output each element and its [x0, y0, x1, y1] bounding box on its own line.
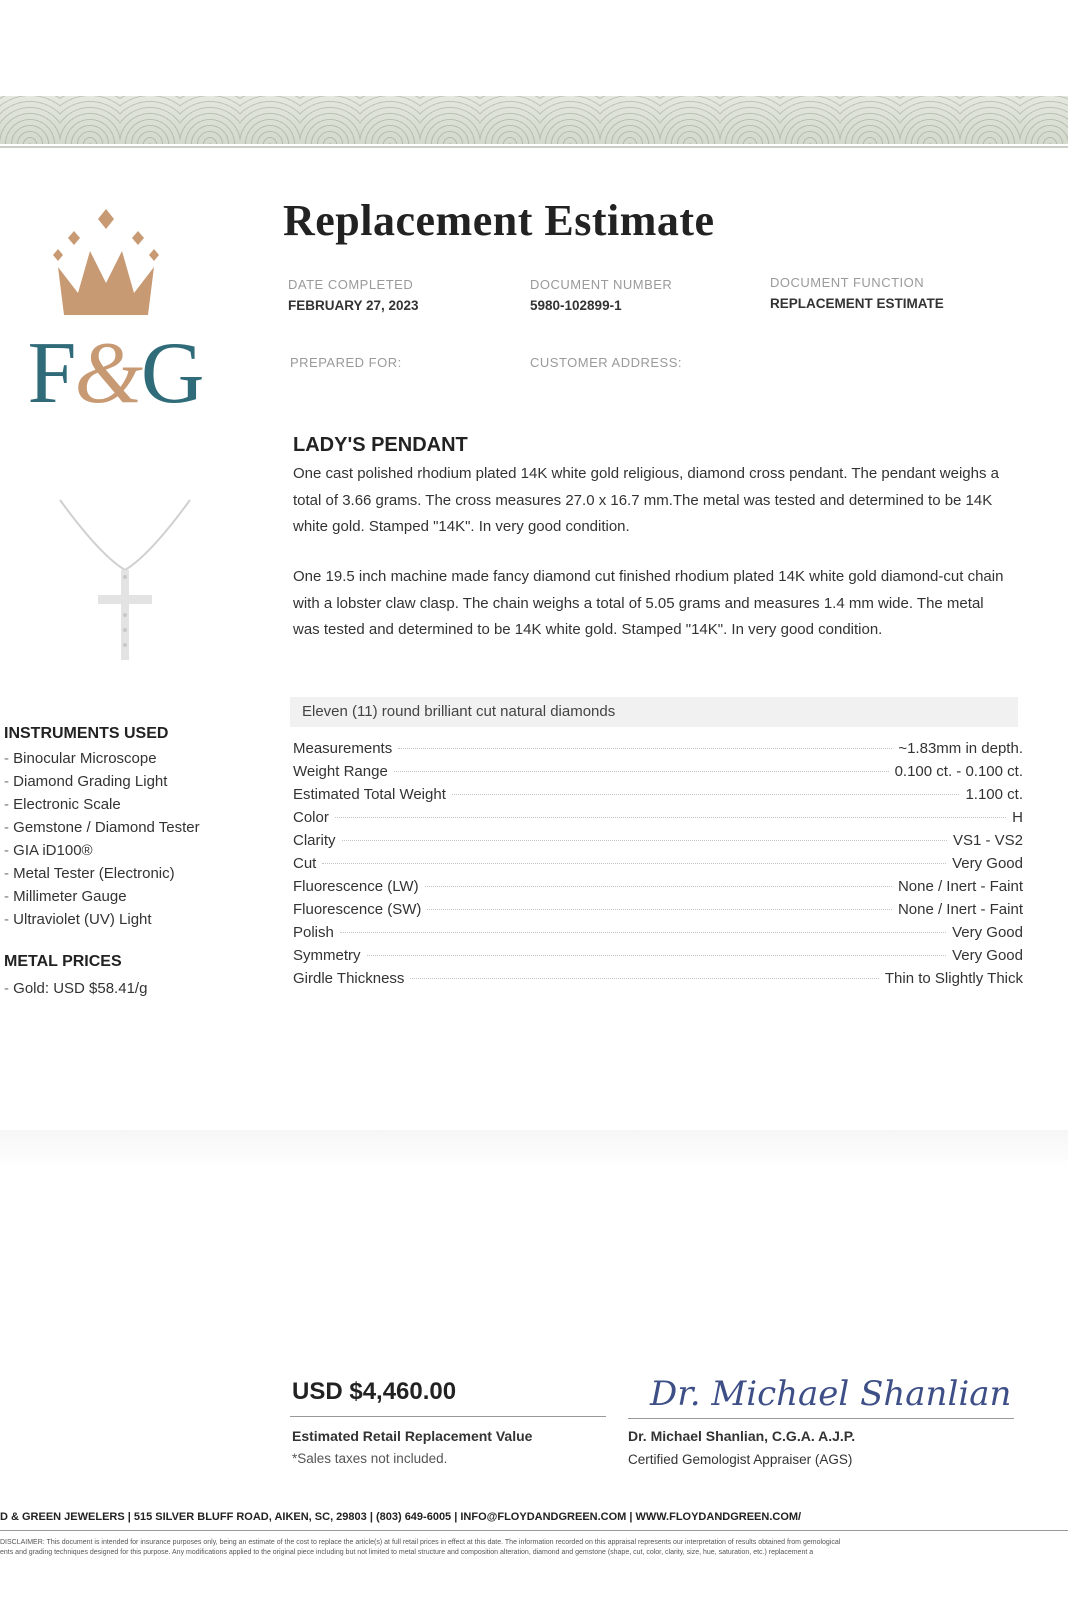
spec-key: Polish	[293, 924, 334, 941]
leader-dots	[410, 978, 878, 979]
spec-row	[293, 947, 1023, 970]
instrument-item: - Binocular Microscope	[4, 750, 200, 773]
spec-row	[293, 878, 1023, 901]
svg-text:Dr. Michael Shanlian: Dr. Michael Shanlian	[650, 1374, 1012, 1414]
item-description-chain: One 19.5 inch machine made fancy diamond cut finished rhodium plated 14K white gold diamond-cut chain with a lobster claw clasp. The chain weighs a total of 5.05 grams and measures 1.4 mm wide. The metal was tested and determined to be 14K white gold. Stamped "14K". In very good condition.	[293, 568, 1004, 638]
leader-dots	[340, 932, 946, 933]
crown-icon	[10, 205, 220, 325]
spec-value: ~1.83mm in depth.	[898, 740, 1023, 757]
appraiser-name: Dr. Michael Shanlian, C.G.A. A.J.P.	[628, 1428, 856, 1444]
instruments-title: INSTRUMENTS USED	[4, 725, 169, 742]
item-title: LADY'S PENDANT	[293, 434, 468, 456]
page-fold-shadow	[0, 1130, 1068, 1170]
customer-address: CUSTOMER ADDRESS:	[530, 355, 683, 370]
spec-value: None / Inert - Faint	[897, 878, 1023, 895]
leader-dots	[425, 886, 892, 887]
spec-row	[293, 924, 1023, 947]
prepared-for: PREPARED FOR:	[290, 355, 402, 370]
leader-dots	[427, 909, 892, 910]
leader-dots	[398, 748, 892, 749]
spec-row	[293, 763, 1023, 786]
spec-key: Clarity	[293, 832, 336, 849]
guilloche-border	[0, 96, 1068, 144]
metal-prices-list	[4, 980, 147, 1003]
spec-row	[293, 740, 1023, 763]
pendant-photo	[40, 495, 210, 665]
leader-dots	[342, 840, 947, 841]
instrument-item: - Diamond Grading Light	[4, 773, 200, 796]
instrument-item: - Ultraviolet (UV) Light	[4, 911, 200, 934]
instrument-item: - Electronic Scale	[4, 796, 200, 819]
diamond-summary: Eleven (11) round brilliant cut natural diamonds	[290, 697, 1018, 727]
metal-prices-title: METAL PRICES	[4, 953, 122, 970]
spec-value: Very Good	[952, 947, 1023, 964]
spec-row	[293, 855, 1023, 878]
diamond-specs-table	[293, 740, 1023, 993]
spec-value: 0.100 ct. - 0.100 ct.	[894, 763, 1023, 780]
leader-dots	[452, 794, 960, 795]
spec-value: VS1 - VS2	[952, 832, 1023, 849]
appraiser-title: Certified Gemologist Appraiser (AGS)	[628, 1452, 853, 1467]
spec-key: Measurements	[293, 740, 393, 757]
spec-value: H	[1012, 809, 1023, 826]
item-description-pendant: One cast polished rhodium plated 14K white gold religious, diamond cross pendant. The pendant weighs a total of 3.66 grams. The cross measures 27.0 x 16.7 mm.The metal was tested and determined to be 14K white gold. Stamped "14K". In very good condition.	[293, 465, 1000, 535]
instruments-list	[4, 750, 200, 934]
logo-monogram: F&G	[27, 325, 203, 422]
disclaimer: DISCLAIMER: This document is intended for insurance purposes only, being an estimate of the cost to replace the article(s) at full retail prices in effect at this date. The information recorded on this appraisal represents our interpretation of results obtained from gemological ents and grading techniques designed for this purpose. Any modifications applied to the original piece including but not limited to metal structure and composition alteration, diamond and gemstone (shape, cut, color, clarity, size, hue, saturation, etc.) replacement a	[0, 1539, 841, 1556]
document-function: DOCUMENT FUNCTION REPLACEMENT ESTIMATE	[770, 275, 944, 311]
spec-value: None / Inert - Faint	[897, 901, 1023, 918]
leader-dots	[322, 863, 946, 864]
spec-row	[293, 809, 1023, 832]
instrument-item: - Metal Tester (Electronic)	[4, 865, 200, 888]
document-title: Replacement Estimate	[283, 196, 715, 245]
spec-key: Girdle Thickness	[293, 970, 405, 987]
spec-key: Symmetry	[293, 947, 361, 964]
document-number: DOCUMENT NUMBER 5980-102899-1	[530, 277, 673, 313]
spec-key: Fluorescence (SW)	[293, 901, 422, 918]
appraiser-signature	[645, 1360, 1012, 1420]
company-footer: D & GREEN JEWELERS | 515 SILVER BLUFF ROAD, AIKEN, SC, 29803 | (803) 649-6005 | INFO@FLOYDANDGREEN.COM | WWW.FLOYDANDGREEN.COM/	[0, 1511, 802, 1523]
spec-value: Very Good	[952, 855, 1023, 872]
signature-rule	[628, 1418, 1014, 1419]
spec-key: Fluorescence (LW)	[293, 878, 419, 895]
leader-dots	[335, 817, 1006, 818]
spec-row	[293, 786, 1023, 809]
value-rule	[290, 1416, 606, 1417]
spec-row	[293, 832, 1023, 855]
company-logo	[10, 205, 220, 435]
spec-key: Cut	[293, 855, 317, 872]
spec-value: Thin to Slightly Thick	[884, 970, 1023, 987]
spec-row	[293, 901, 1023, 924]
spec-value: 1.100 ct.	[965, 786, 1023, 803]
replacement-value-label: Estimated Retail Replacement Value	[292, 1428, 533, 1444]
tax-note: *Sales taxes not included.	[292, 1451, 448, 1466]
instrument-item: - Gemstone / Diamond Tester	[4, 819, 200, 842]
spec-key: Estimated Total Weight	[293, 786, 446, 803]
instrument-item: - GIA iD100®	[4, 842, 200, 865]
replacement-value-amount: USD $4,460.00	[292, 1378, 457, 1405]
spec-value: Very Good	[952, 924, 1023, 941]
footer-rule	[0, 1530, 1068, 1531]
spec-row	[293, 970, 1023, 993]
border-rule	[0, 146, 1068, 148]
spec-key: Weight Range	[293, 763, 388, 780]
instrument-item: - Millimeter Gauge	[4, 888, 200, 911]
spec-key: Color	[293, 809, 329, 826]
date-completed: DATE COMPLETED FEBRUARY 27, 2023	[288, 277, 419, 313]
metal-price-item: - Gold: USD $58.41/g	[4, 980, 147, 1003]
leader-dots	[367, 955, 947, 956]
leader-dots	[394, 771, 889, 772]
